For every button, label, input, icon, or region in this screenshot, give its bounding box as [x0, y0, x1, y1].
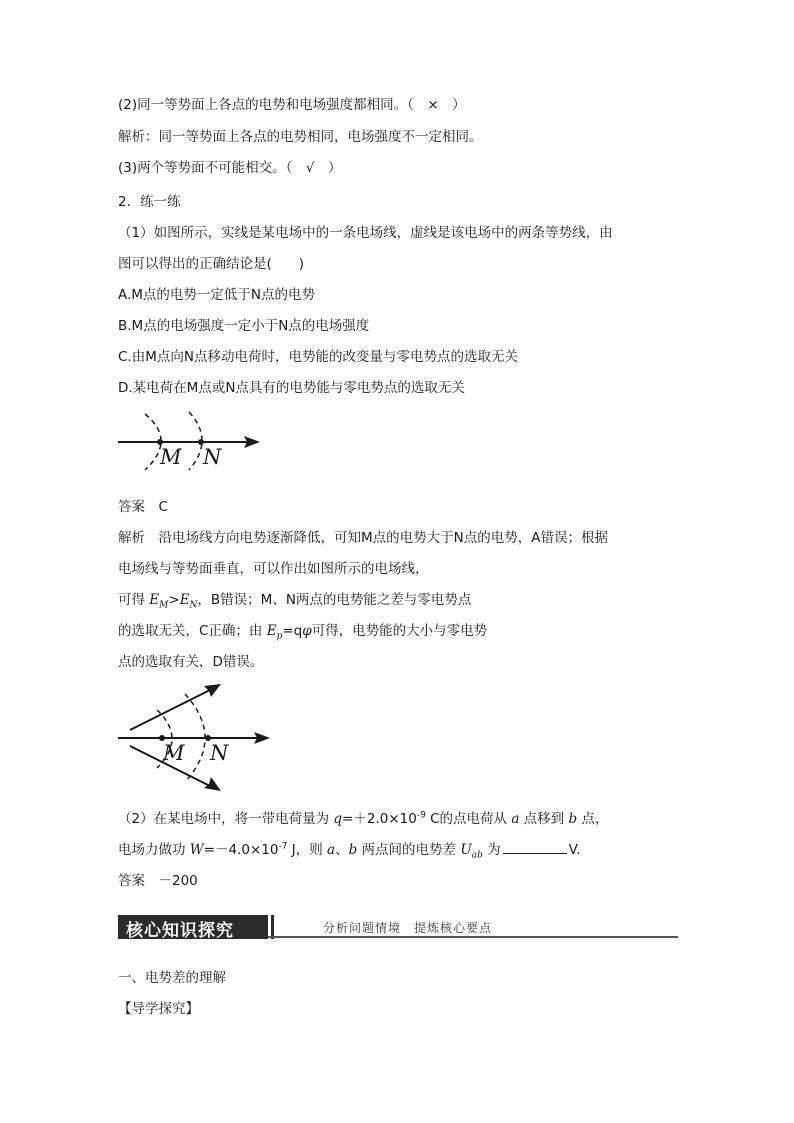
text-fragment: V. — [568, 842, 581, 858]
point-n-label: N — [210, 741, 229, 765]
figure-field-lines-explanation — [115, 676, 275, 792]
text-fragment: 的选取无关，C正确；由 — [118, 623, 267, 639]
text-fragment: > — [168, 592, 180, 608]
option-a: A.M点的电势一定低于N点的电势 — [118, 287, 316, 303]
explanation-1-line1: 解析 沿电场线方向电势逐渐降低，可知M点的电势大于N点的电势，A错误；根据 — [118, 530, 608, 546]
explanation-1-line2: 电场线与等势面垂直，可以作出如图所示的电场线， — [118, 561, 429, 577]
symbol-u: U — [460, 842, 472, 858]
symbol-b: b — [348, 842, 358, 858]
exponent: -7 — [278, 841, 288, 852]
subscript-n: N — [189, 600, 198, 611]
option-d: D.某电荷在M点或N点具有的电势能与零电势点的选取无关 — [118, 380, 465, 396]
upper-arrowhead — [204, 684, 221, 697]
problem-1-stem-line1: （1）如图所示，实线是某电场中的一条电场线，虚线是该电场中的两条等势线，由 — [118, 225, 613, 241]
answer-2: 答案 －200 — [118, 873, 198, 889]
text-fragment: 两点间的电势差 — [357, 842, 461, 858]
answer-1: 答案 C — [118, 499, 168, 515]
symbol-w: W — [189, 842, 204, 858]
symbol-e: E — [266, 623, 277, 639]
symbol-q: q — [333, 811, 343, 827]
symbol-a: a — [511, 811, 520, 827]
symbol-b: b — [568, 811, 578, 827]
text-fragment: ，B错误；M、N两点的电势能之差与零电势点 — [197, 592, 472, 608]
question-3-statement: (3)两个等势面不可能相交。（ √ ） — [118, 160, 342, 176]
problem-2-line2 — [118, 841, 580, 859]
text-fragment: 可得 — [118, 592, 150, 608]
text-fragment: 为 — [482, 842, 501, 858]
upper-field-line — [130, 690, 210, 730]
question-2-explanation: 解析：同一等势面上各点的电势相同，电场强度不一定相同。 — [118, 129, 483, 145]
text-fragment: 、 — [335, 842, 349, 858]
exponent: -9 — [416, 810, 426, 821]
text-fragment: J，则 — [287, 842, 328, 858]
figure-field-line-equipotentials — [115, 410, 265, 472]
practice-heading: 2．练一练 — [118, 194, 181, 210]
question-2-statement: (2)同一等势面上各点的电势和电场强度都相同。（ × ） — [118, 97, 466, 113]
text-fragment: 可得，电势能的大小与零电势 — [311, 623, 488, 639]
text-fragment: （2）在某电场中，将一带电荷量为 — [118, 811, 334, 827]
text-fragment: C的点电荷从 — [425, 811, 512, 827]
section-banner — [118, 915, 678, 939]
explanation-1-line4 — [118, 622, 487, 640]
symbol-a: a — [327, 842, 336, 858]
symbol-e: E — [179, 592, 190, 608]
banner-title-box — [118, 915, 268, 939]
text-fragment: =q — [282, 623, 303, 639]
text-fragment: 点移到 — [519, 811, 569, 827]
option-c: C.由M点向N点移动电荷时，电势能的改变量与零电势点的选取无关 — [118, 349, 518, 365]
text-fragment: =＋2.0×10 — [342, 811, 417, 827]
text-fragment: 点， — [577, 811, 609, 827]
problem-2-line1 — [118, 810, 608, 828]
text-fragment: =－4.0×10 — [203, 842, 279, 858]
subscript-p: p — [276, 631, 283, 642]
subscript-ab: ab — [471, 850, 483, 861]
explanation-1-line3 — [118, 591, 471, 609]
guided-inquiry-label: 【导学探究】 — [118, 1001, 199, 1017]
banner-title: 核心知识探究 — [126, 921, 234, 941]
section-one-heading: 一、电势差的理解 — [118, 970, 226, 986]
symbol-e: E — [149, 592, 160, 608]
subscript-m: M — [159, 600, 169, 611]
answer-blank — [503, 841, 567, 854]
text-fragment: 电场力做功 — [118, 842, 190, 858]
explanation-1-line5: 点的选取有关，D错误。 — [118, 654, 264, 670]
option-b: B.M点的电场强度一定小于N点的电场强度 — [118, 318, 370, 334]
point-m-label: M — [163, 741, 185, 765]
point-n-label: N — [203, 445, 222, 469]
problem-1-stem-line2: 图可以得出的正确结论是( ) — [118, 256, 305, 272]
symbol-phi: φ — [302, 623, 312, 639]
banner-rule — [268, 936, 678, 938]
banner-subtitle: 分析问题情境 提炼核心要点 — [323, 921, 493, 935]
point-m-label: M — [160, 445, 182, 469]
